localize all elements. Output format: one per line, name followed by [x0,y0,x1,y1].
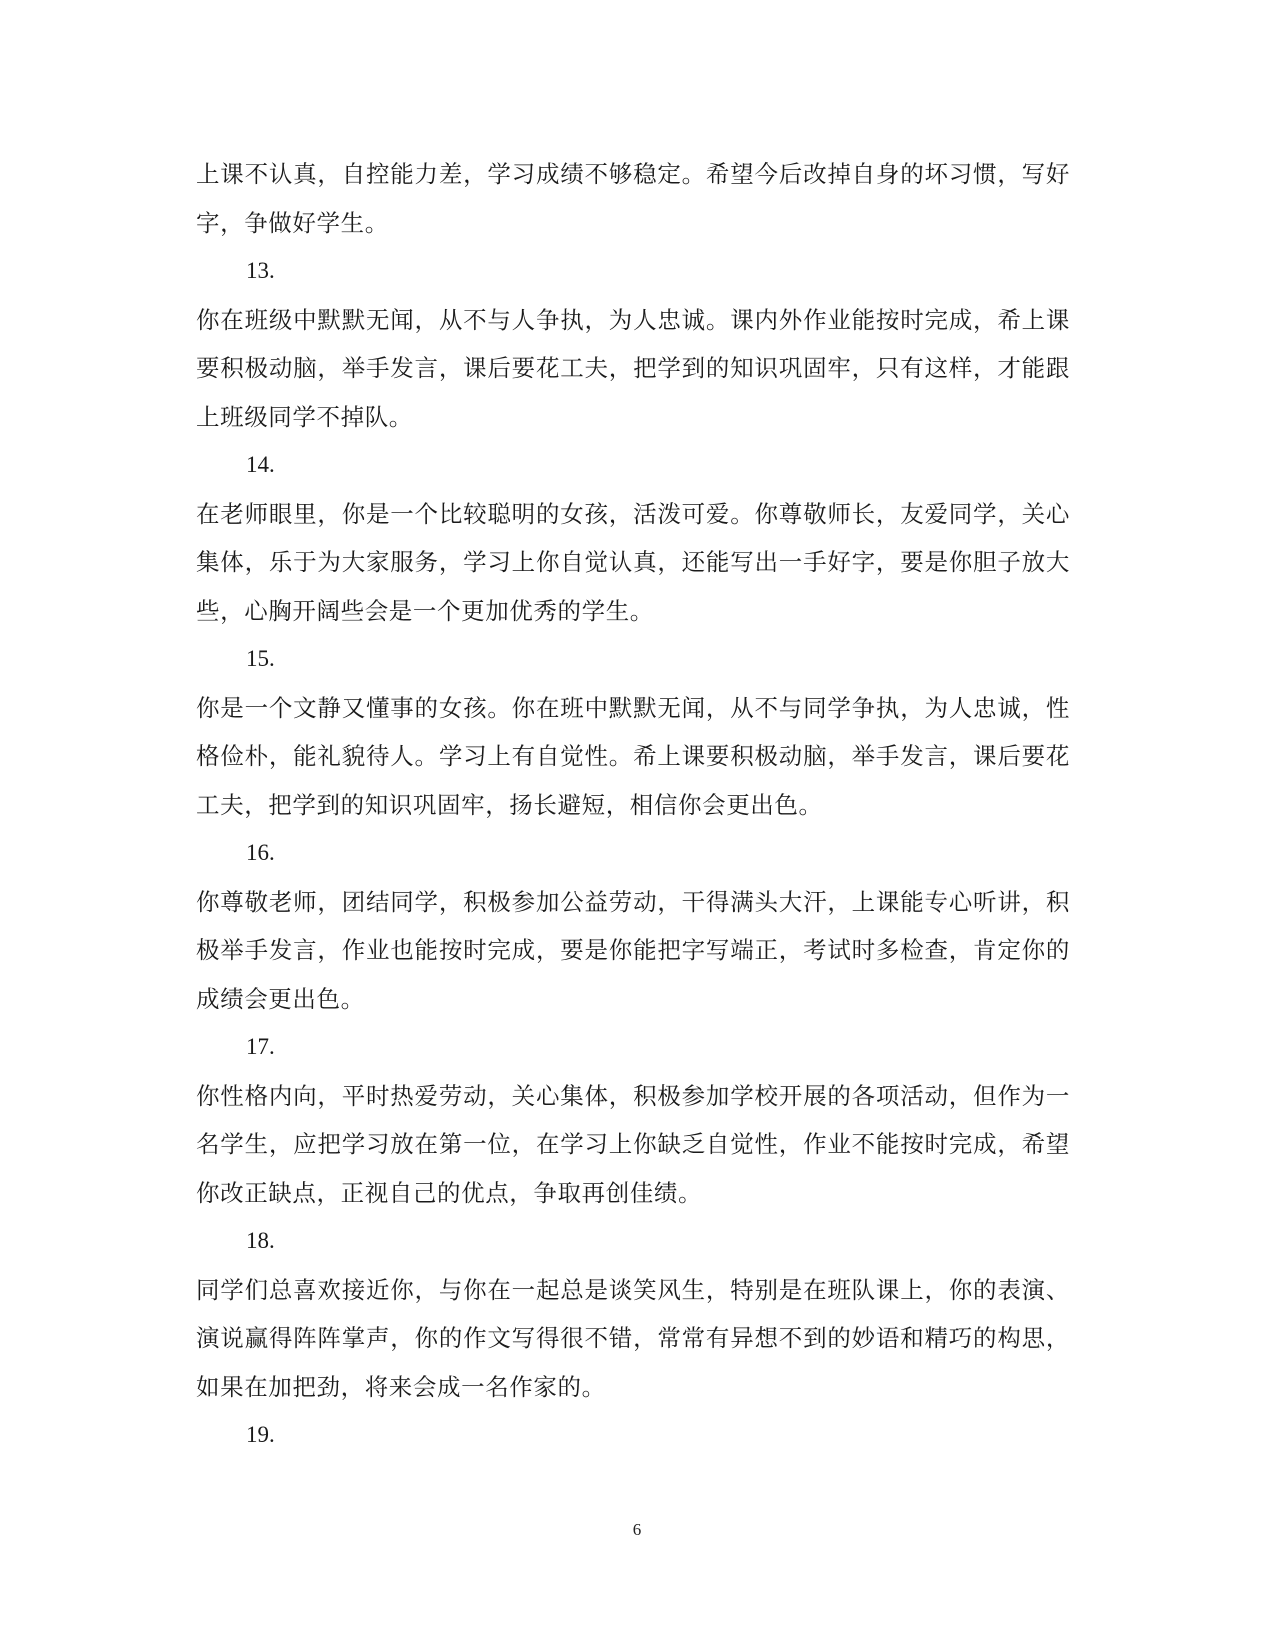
document-body [196,150,1070,1460]
comment-paragraph: 你尊敬老师，团结同学，积极参加公益劳动，干得满头大汗，上课能专心听讲，积极举手发言，作业也能按时完成，要是你能把字写端正，考试时多检查，肯定你的成绩会更出色。 [196,887,1070,1013]
item-number: 17. [246,1034,275,1059]
item-number: 19. [246,1422,275,1447]
comment-paragraph: 你在班级中默默无闻，从不与人争执，为人忠诚。课内外作业能按时完成，希上课要积极动脑，举手发言，课后要花工夫，把学到的知识巩固牢，只有这样，才能跟上班级同学不掉队。 [196,305,1070,431]
comment-paragraph: 上课不认真，自控能力差，学习成绩不够稳定。希望今后改掉自身的坏习惯，写好字，争做好学生。 [196,160,1070,237]
item-number: 14. [246,452,275,477]
item-number: 15. [246,646,275,671]
item-number: 18. [246,1228,275,1253]
comment-paragraph: 同学们总喜欢接近你，与你在一起总是谈笑风生，特别是在班队课上，你的表演、演说赢得阵阵掌声，你的作文写得很不错，常常有异想不到的妙语和精巧的构思，如果在加把劲，将来会成一名作家的。 [196,1275,1070,1401]
page-number: 6 [632,1520,642,1539]
item-number: 13. [246,258,275,283]
comment-paragraph: 你是一个文静又懂事的女孩。你在班中默默无闻，从不与同学争执，为人忠诚，性格俭朴，能礼貌待人。学习上有自觉性。希上课要积极动脑，举手发言，课后要花工夫，把学到的知识巩固牢，扬长避短，相信你会更出色。 [196,693,1070,819]
comment-paragraph: 你性格内向，平时热爱劳动，关心集体，积极参加学校开展的各项活动，但作为一名学生，应把学习放在第一位，在学习上你缺乏自觉性，作业不能按时完成，希望你改正缺点，正视自己的优点，争取再创佳绩。 [196,1081,1070,1207]
comment-paragraph: 在老师眼里，你是一个比较聪明的女孩，活泼可爱。你尊敬师长，友爱同学，关心集体，乐于为大家服务，学习上你自觉认真，还能写出一手好字，要是你胆子放大些，心胸开阔些会是一个更加优秀的学生。 [196,499,1070,625]
item-number: 16. [246,840,275,865]
